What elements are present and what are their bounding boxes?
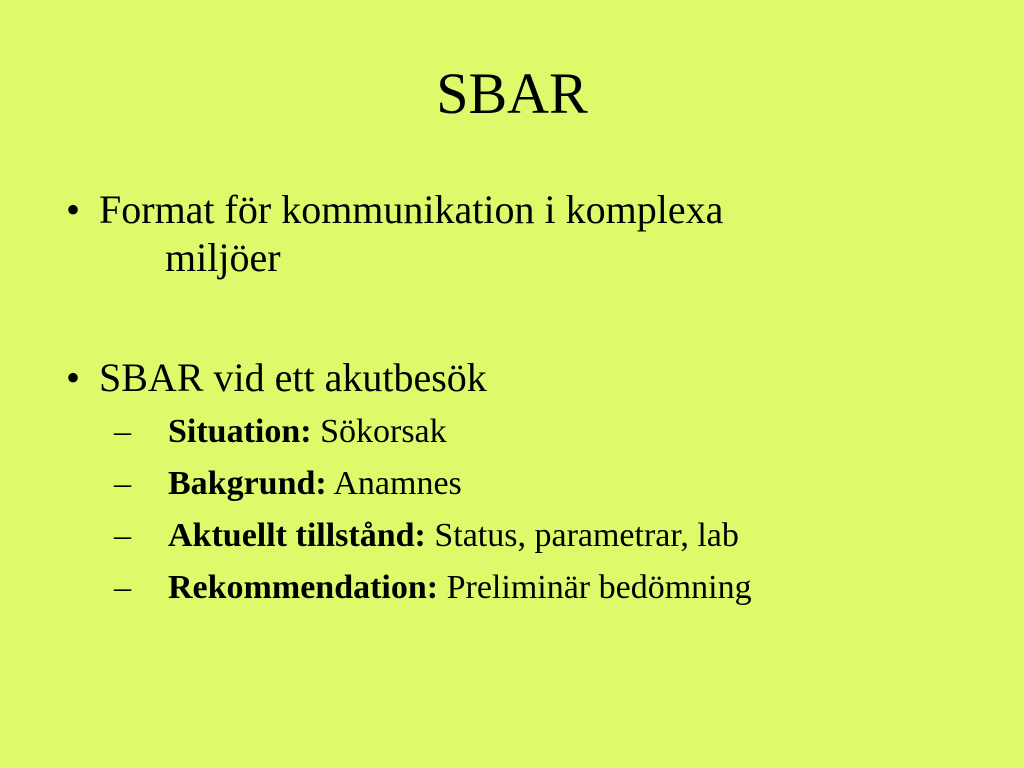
- subitem-label: Aktuellt tillstånd:: [168, 517, 426, 554]
- subitem-label: Rekommendation:: [168, 569, 439, 606]
- bullet-symbol: •: [66, 355, 81, 400]
- subitem-label: Bakgrund:: [168, 465, 327, 502]
- bullet-symbol: •: [66, 187, 81, 232]
- bullet-text: Format för kommunikation i komplexa: [99, 187, 724, 232]
- subitem-text: Status, parametrar, lab: [425, 517, 739, 554]
- bullet-text: SBAR vid ett akutbesök: [99, 355, 487, 400]
- subitem-text: Anamnes: [326, 465, 462, 502]
- dash-symbol: –: [114, 413, 131, 450]
- dash-symbol: –: [114, 465, 131, 502]
- subitem-text: Sökorsak: [311, 413, 447, 450]
- subitem-label: Situation:: [168, 413, 312, 450]
- bullet-text-continuation: miljöer: [165, 235, 281, 280]
- slide-title: SBAR: [436, 61, 588, 126]
- dash-symbol: –: [114, 517, 131, 554]
- dash-symbol: –: [114, 569, 131, 606]
- subitem-text: Preliminär bedömning: [438, 569, 752, 606]
